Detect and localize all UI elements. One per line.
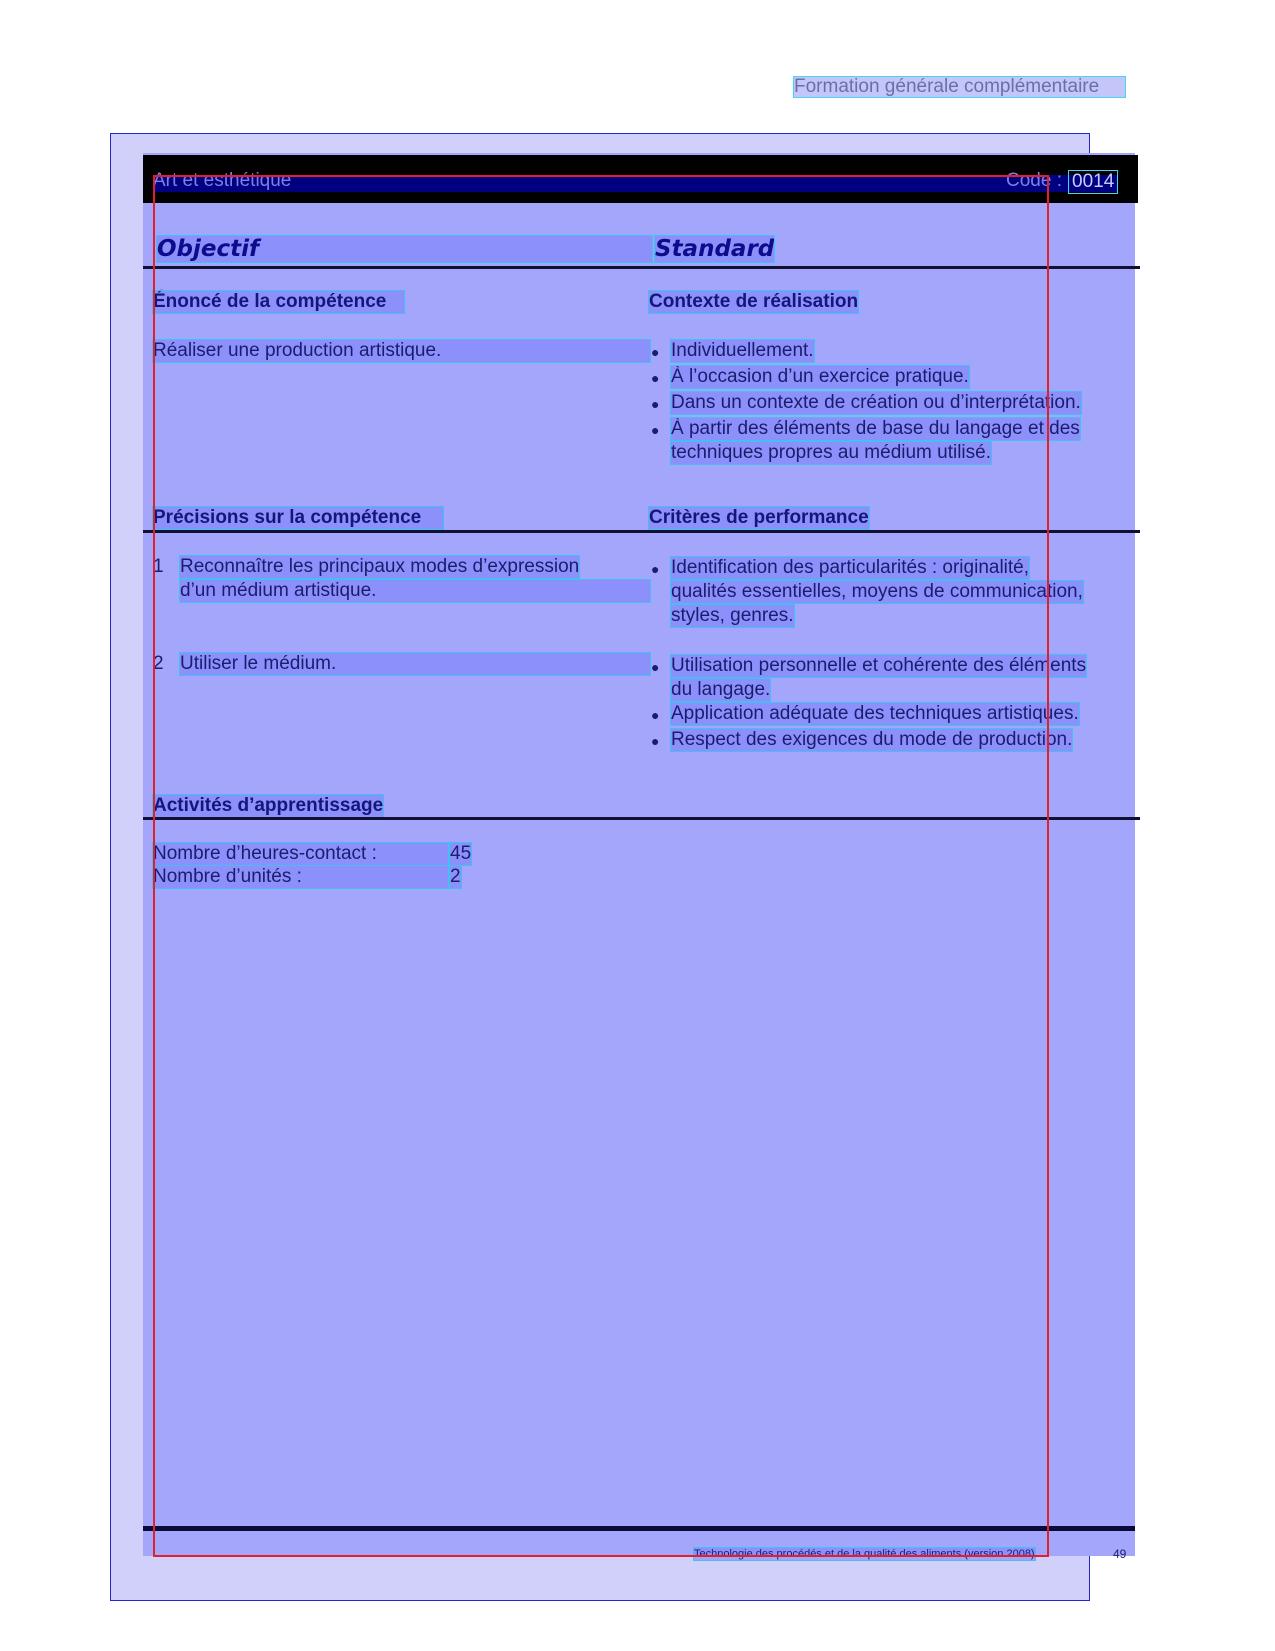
precision-line: d’un médium artistique. xyxy=(180,580,650,602)
context-item: Dans un contexte de création ou d’interprétation. xyxy=(671,392,1081,413)
bullet-icon: ● xyxy=(651,707,660,723)
page-number: 49 xyxy=(1113,1547,1127,1561)
criteria-line: du langage. xyxy=(671,679,771,700)
precision-line: Reconnaître les principaux modes d’expression xyxy=(180,556,580,577)
criteria-line: Identification des particularités : originalité, xyxy=(671,557,1030,578)
running-header: Formation générale complémentaire xyxy=(793,76,1126,98)
heading-divider xyxy=(143,266,1140,269)
bullet-icon: ● xyxy=(651,370,660,386)
code-value: 0014 xyxy=(1068,170,1118,194)
footer-divider xyxy=(143,1526,1135,1531)
precisions-label: Précisions sur la compétence xyxy=(153,507,443,529)
context-label: Contexte de réalisation xyxy=(649,291,859,312)
criteria-line: styles, genres. xyxy=(671,605,794,626)
criteria-line: qualités essentielles, moyens de communication, xyxy=(671,581,1083,602)
bullet-icon: ● xyxy=(651,561,660,577)
context-item-line1: À partir des éléments de base du langage et des xyxy=(671,418,1080,439)
standard-heading: Standard xyxy=(655,236,775,262)
units-label: Nombre d’unités : xyxy=(153,866,448,888)
units-value: 2 xyxy=(450,866,461,887)
title-strip xyxy=(153,175,1118,192)
precision-number: 1 xyxy=(153,556,164,577)
objectif-heading: Objectif xyxy=(157,236,652,262)
criteria-line: Respect des exigences du mode de production. xyxy=(671,729,1073,750)
precisions-divider xyxy=(143,530,1140,533)
bullet-icon: ● xyxy=(651,733,660,749)
hours-label: Nombre d’heures-contact : xyxy=(153,843,448,865)
competence-label: Énoncé de la compétence xyxy=(153,291,404,313)
hours-value: 45 xyxy=(450,843,472,864)
code-label: Code : xyxy=(1006,170,1062,191)
course-title: Art et esthétique xyxy=(153,170,292,191)
activities-divider xyxy=(143,817,1140,820)
precision-number: 2 xyxy=(153,653,164,674)
context-item: À l’occasion d’un exercice pratique. xyxy=(671,366,969,387)
criteria-line: Application adéquate des techniques artistiques. xyxy=(671,703,1079,724)
criteria-line: Utilisation personnelle et cohérente des éléments xyxy=(671,655,1087,676)
bullet-icon: ● xyxy=(651,659,660,675)
activities-label: Activités d’apprentissage xyxy=(153,795,384,816)
bullet-icon: ● xyxy=(651,396,660,412)
competence-statement: Réaliser une production artistique. xyxy=(153,340,650,362)
precision-line: Utiliser le médium. xyxy=(180,653,650,675)
context-item: Individuellement. xyxy=(671,340,814,361)
context-item-line2: techniques propres au médium utilisé. xyxy=(671,442,992,463)
criteria-label: Critères de performance xyxy=(649,507,869,528)
footer-program: Technologie des procédés et de la qualité des aliments (version 2008) xyxy=(694,1548,1035,1560)
bullet-icon: ● xyxy=(651,422,660,438)
bullet-icon: ● xyxy=(651,344,660,360)
